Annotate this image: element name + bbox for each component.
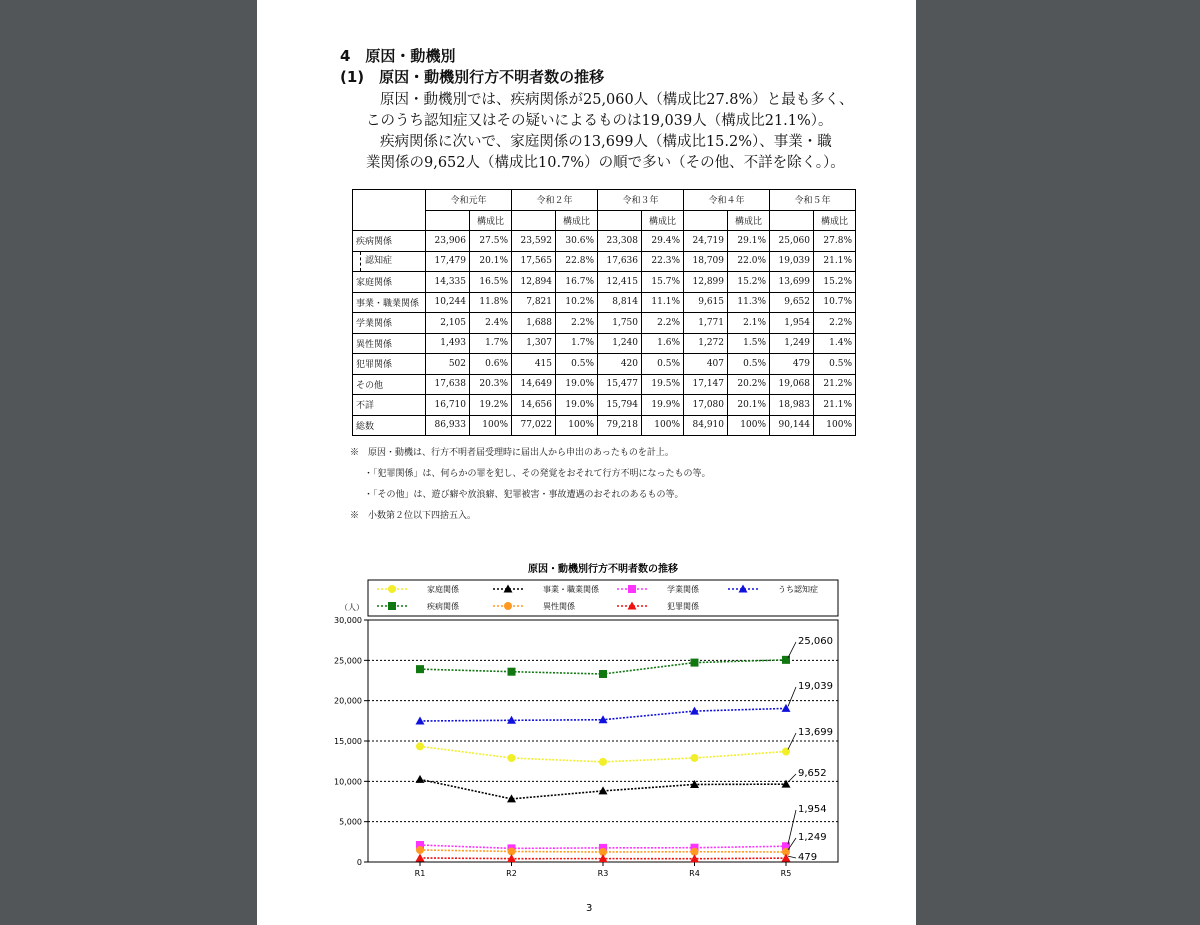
data-point xyxy=(508,668,516,676)
ratio-header: 構成比 xyxy=(470,210,512,231)
header-corner xyxy=(353,190,426,231)
year-header: 令和４年 xyxy=(684,190,770,211)
table-cell: 17,147 xyxy=(684,374,728,395)
table-cell: 2.4% xyxy=(470,313,512,334)
table-cell: 1,249 xyxy=(770,333,814,354)
table-cell: 100% xyxy=(728,415,770,436)
table-cell: 10,244 xyxy=(426,292,470,313)
legend-label: 事業・職業関係 xyxy=(543,585,599,594)
page-number: 3 xyxy=(586,903,593,914)
x-tick-label: R3 xyxy=(597,869,609,878)
table-cell: 17,565 xyxy=(512,251,556,272)
table-cell: 23,592 xyxy=(512,231,556,252)
table-cell: 15,477 xyxy=(598,374,642,395)
table-cell: 16,710 xyxy=(426,395,470,416)
row-label-text: 認知症 xyxy=(360,252,392,271)
table-cell: 2.1% xyxy=(728,313,770,334)
table-cell: 0.5% xyxy=(642,354,684,375)
table-cell: 20.2% xyxy=(728,374,770,395)
table-cell: 0.6% xyxy=(470,354,512,375)
data-point xyxy=(416,846,424,854)
table-cell: 19.0% xyxy=(556,374,598,395)
year-header: 令和２年 xyxy=(512,190,598,211)
table-cell: 1,272 xyxy=(684,333,728,354)
table-cell: 17,479 xyxy=(426,251,470,272)
paragraph-2-line-2: 業関係の9,652人（構成比10.7%）の順で多い（その他、不詳を除く。）。 xyxy=(366,155,845,171)
end-value-label: 1,954 xyxy=(798,804,827,815)
table-cell: 8,814 xyxy=(598,292,642,313)
end-value-label: 19,039 xyxy=(798,681,833,692)
table-cell: 20.1% xyxy=(470,251,512,272)
table-row xyxy=(353,415,856,436)
label-leader xyxy=(788,687,796,706)
table-cell: 27.5% xyxy=(470,231,512,252)
table-row xyxy=(353,354,856,375)
table-cell: 25,060 xyxy=(770,231,814,252)
table-row xyxy=(353,313,856,334)
table-cell: 15,794 xyxy=(598,395,642,416)
row-label xyxy=(353,333,426,354)
table-cell: 479 xyxy=(770,354,814,375)
label-leader xyxy=(788,642,796,658)
table-cell: 79,218 xyxy=(598,415,642,436)
data-point xyxy=(507,794,516,802)
table-cell: 15.7% xyxy=(642,272,684,293)
row-label-text: 家庭関係 xyxy=(356,278,393,289)
table-cell: 9,615 xyxy=(684,292,728,313)
blank-header xyxy=(770,210,814,231)
table-cell: 100% xyxy=(814,415,856,436)
row-label xyxy=(353,395,426,416)
data-point xyxy=(416,717,425,725)
y-tick-label: 15,000 xyxy=(334,737,362,746)
row-label-text: 総数 xyxy=(356,421,375,432)
row-label-text: 犯罪関係 xyxy=(356,360,393,371)
ratio-header: 構成比 xyxy=(814,210,856,231)
table-cell: 29.4% xyxy=(642,231,684,252)
y-tick-label: 30,000 xyxy=(334,616,362,625)
data-point xyxy=(416,665,424,673)
table-cell: 16.7% xyxy=(556,272,598,293)
blank-header xyxy=(512,210,556,231)
table-cell: 23,308 xyxy=(598,231,642,252)
row-label xyxy=(353,313,426,334)
table-cell: 30.6% xyxy=(556,231,598,252)
y-tick-label: 0 xyxy=(356,858,362,867)
table-cell: 502 xyxy=(426,354,470,375)
table-cell: 100% xyxy=(556,415,598,436)
table-cell: 13,699 xyxy=(770,272,814,293)
section-heading: 4 原因・動機別 xyxy=(340,47,456,65)
row-label xyxy=(353,292,426,313)
table-cell: 84,910 xyxy=(684,415,728,436)
table-cell: 11.8% xyxy=(470,292,512,313)
legend-label: 家庭関係 xyxy=(427,585,459,594)
row-label-text: 異性関係 xyxy=(356,339,393,350)
legend-label: 異性関係 xyxy=(543,602,575,611)
legend-marker xyxy=(388,602,396,610)
table-cell: 27.8% xyxy=(814,231,856,252)
table-cell: 17,636 xyxy=(598,251,642,272)
row-label xyxy=(353,251,426,272)
table-cell: 23,906 xyxy=(426,231,470,252)
table-cell: 1,750 xyxy=(598,313,642,334)
table-cell: 2.2% xyxy=(642,313,684,334)
subsection-heading: (1) 原因・動機別行方不明者数の推移 xyxy=(340,68,605,86)
table-row xyxy=(353,272,856,293)
data-point xyxy=(782,854,791,862)
x-tick-label: R2 xyxy=(506,869,517,878)
label-leader xyxy=(788,856,796,858)
table-cell: 19.9% xyxy=(642,395,684,416)
legend-label: 犯罪関係 xyxy=(667,602,699,611)
data-point xyxy=(416,853,425,861)
x-tick-label: R5 xyxy=(780,869,792,878)
table-cell: 7,821 xyxy=(512,292,556,313)
table-cell: 22.8% xyxy=(556,251,598,272)
notes xyxy=(350,446,711,530)
ratio-header: 構成比 xyxy=(642,210,684,231)
table-subheader-row xyxy=(353,210,856,231)
row-label-text: 不詳 xyxy=(356,401,375,412)
row-label-text: 疾病関係 xyxy=(356,237,393,248)
year-header: 令和元年 xyxy=(426,190,512,211)
legend-label: 疾病関係 xyxy=(427,602,459,611)
table-cell: 86,933 xyxy=(426,415,470,436)
paragraph-1 xyxy=(366,90,856,132)
end-value-label: 9,652 xyxy=(798,768,827,779)
line-chart xyxy=(330,560,850,895)
table-cell: 12,894 xyxy=(512,272,556,293)
table-cell: 24,719 xyxy=(684,231,728,252)
table-row xyxy=(353,374,856,395)
table-cell: 22.3% xyxy=(642,251,684,272)
table-cell: 19.5% xyxy=(642,374,684,395)
row-label-text: その他 xyxy=(356,380,384,391)
blank-header xyxy=(598,210,642,231)
end-value-label: 13,699 xyxy=(798,727,833,738)
row-label xyxy=(353,272,426,293)
table-cell: 19.2% xyxy=(470,395,512,416)
table-cell: 1.7% xyxy=(470,333,512,354)
table-cell: 100% xyxy=(642,415,684,436)
blank-header xyxy=(426,210,470,231)
ratio-header: 構成比 xyxy=(556,210,598,231)
row-label xyxy=(353,231,426,252)
table-cell: 1.7% xyxy=(556,333,598,354)
data-point xyxy=(416,742,424,750)
legend-label: うち認知症 xyxy=(778,585,818,594)
table-cell: 22.0% xyxy=(728,251,770,272)
blank-header xyxy=(684,210,728,231)
x-tick-label: R4 xyxy=(689,869,700,878)
table-cell: 20.3% xyxy=(470,374,512,395)
table-cell: 2,105 xyxy=(426,313,470,334)
year-header: 令和５年 xyxy=(770,190,856,211)
table-cell: 1,688 xyxy=(512,313,556,334)
row-label-text: 事業・職業関係 xyxy=(356,298,420,309)
table-cell: 1,240 xyxy=(598,333,642,354)
table-cell: 0.5% xyxy=(728,354,770,375)
table-cell: 420 xyxy=(598,354,642,375)
table-header-row xyxy=(353,190,856,211)
y-tick-label: 10,000 xyxy=(334,777,362,787)
legend-marker xyxy=(504,602,512,610)
table-cell: 77,022 xyxy=(512,415,556,436)
table-cell: 18,709 xyxy=(684,251,728,272)
table-cell: 11.3% xyxy=(728,292,770,313)
data-point xyxy=(416,775,425,783)
y-tick-label: 25,000 xyxy=(334,656,362,666)
data-point xyxy=(691,659,699,667)
table-cell: 10.2% xyxy=(556,292,598,313)
year-header: 令和３年 xyxy=(598,190,684,211)
paragraph-2 xyxy=(366,132,856,174)
table-cell: 90,144 xyxy=(770,415,814,436)
table-cell: 17,080 xyxy=(684,395,728,416)
table-cell: 20.1% xyxy=(728,395,770,416)
row-label xyxy=(353,354,426,375)
table-cell: 100% xyxy=(470,415,512,436)
table-cell: 21.2% xyxy=(814,374,856,395)
table-cell: 19.0% xyxy=(556,395,598,416)
table-row xyxy=(353,231,856,252)
table-cell: 12,899 xyxy=(684,272,728,293)
table-row xyxy=(353,251,856,272)
y-axis-label: （人） xyxy=(340,603,364,612)
table-cell: 16.5% xyxy=(470,272,512,293)
paragraph-1-line-1: 原因・動機別では、疾病関係が25,060人（構成比27.8%）と最も多く、 xyxy=(380,92,854,108)
table-cell: 415 xyxy=(512,354,556,375)
table-cell: 2.2% xyxy=(814,313,856,334)
table-cell: 15.2% xyxy=(814,272,856,293)
table-cell: 0.5% xyxy=(814,354,856,375)
y-tick-label: 20,000 xyxy=(334,696,362,706)
table-cell: 15.2% xyxy=(728,272,770,293)
table-cell: 1.5% xyxy=(728,333,770,354)
paragraph-2-line-1: 疾病関係に次いで、家庭関係の13,699人（構成比15.2%）、事業・職 xyxy=(380,134,832,150)
end-value-label: 1,249 xyxy=(798,832,827,843)
table-cell: 2.2% xyxy=(556,313,598,334)
data-point xyxy=(782,704,791,712)
data-point xyxy=(599,670,607,678)
table-cell: 12,415 xyxy=(598,272,642,293)
legend-label: 学業関係 xyxy=(667,585,699,594)
end-value-label: 479 xyxy=(798,852,818,863)
table-cell: 21.1% xyxy=(814,251,856,272)
table-cell: 14,656 xyxy=(512,395,556,416)
note-2: ・「犯罪関係」は、何らかの罪を犯し、その発覚をおそれて行方不明になったもの等。 xyxy=(364,469,711,479)
legend-marker xyxy=(388,585,396,593)
table-cell: 1,307 xyxy=(512,333,556,354)
table-row xyxy=(353,333,856,354)
table-cell: 0.5% xyxy=(556,354,598,375)
table-cell: 19,039 xyxy=(770,251,814,272)
table-cell: 1.4% xyxy=(814,333,856,354)
table-cell: 10.7% xyxy=(814,292,856,313)
y-tick-label: 5,000 xyxy=(339,817,362,827)
note-1: ※ 原因・動機は、行方不明者届受理時に届出人から申出のあったものを計上。 xyxy=(350,448,674,458)
chart-title: 原因・動機別行方不明者数の推移 xyxy=(528,564,678,575)
data-point xyxy=(691,754,699,762)
row-label xyxy=(353,374,426,395)
note-4: ※ 小数第２位以下四捨五入。 xyxy=(350,511,477,521)
data-point xyxy=(508,754,516,762)
table-cell: 9,652 xyxy=(770,292,814,313)
x-tick-label: R1 xyxy=(414,869,426,878)
table-cell: 14,649 xyxy=(512,374,556,395)
table-cell: 1,493 xyxy=(426,333,470,354)
table-cell: 29.1% xyxy=(728,231,770,252)
paragraph-1-line-2: このうち認知症又はその疑いによるものは19,039人（構成比21.1%）。 xyxy=(366,113,833,129)
table-cell: 17,638 xyxy=(426,374,470,395)
table-cell: 1,771 xyxy=(684,313,728,334)
table-row xyxy=(353,395,856,416)
ratio-header: 構成比 xyxy=(728,210,770,231)
table-cell: 18,983 xyxy=(770,395,814,416)
end-value-label: 25,060 xyxy=(798,636,833,647)
data-point xyxy=(599,758,607,766)
row-label xyxy=(353,415,426,436)
table-cell: 19,068 xyxy=(770,374,814,395)
table-cell: 1,954 xyxy=(770,313,814,334)
stats-table xyxy=(352,189,856,436)
table-cell: 11.1% xyxy=(642,292,684,313)
table-cell: 1.6% xyxy=(642,333,684,354)
legend-marker xyxy=(628,585,636,593)
plot-frame xyxy=(368,620,838,862)
note-3: ・「その他」は、遊び癖や放浪癖、犯罪被害・事故遭遇のおそれのあるもの等。 xyxy=(364,490,684,500)
table-cell: 407 xyxy=(684,354,728,375)
table-cell: 14,335 xyxy=(426,272,470,293)
table-row xyxy=(353,292,856,313)
table-cell: 21.1% xyxy=(814,395,856,416)
row-label-text: 学業関係 xyxy=(356,319,393,330)
